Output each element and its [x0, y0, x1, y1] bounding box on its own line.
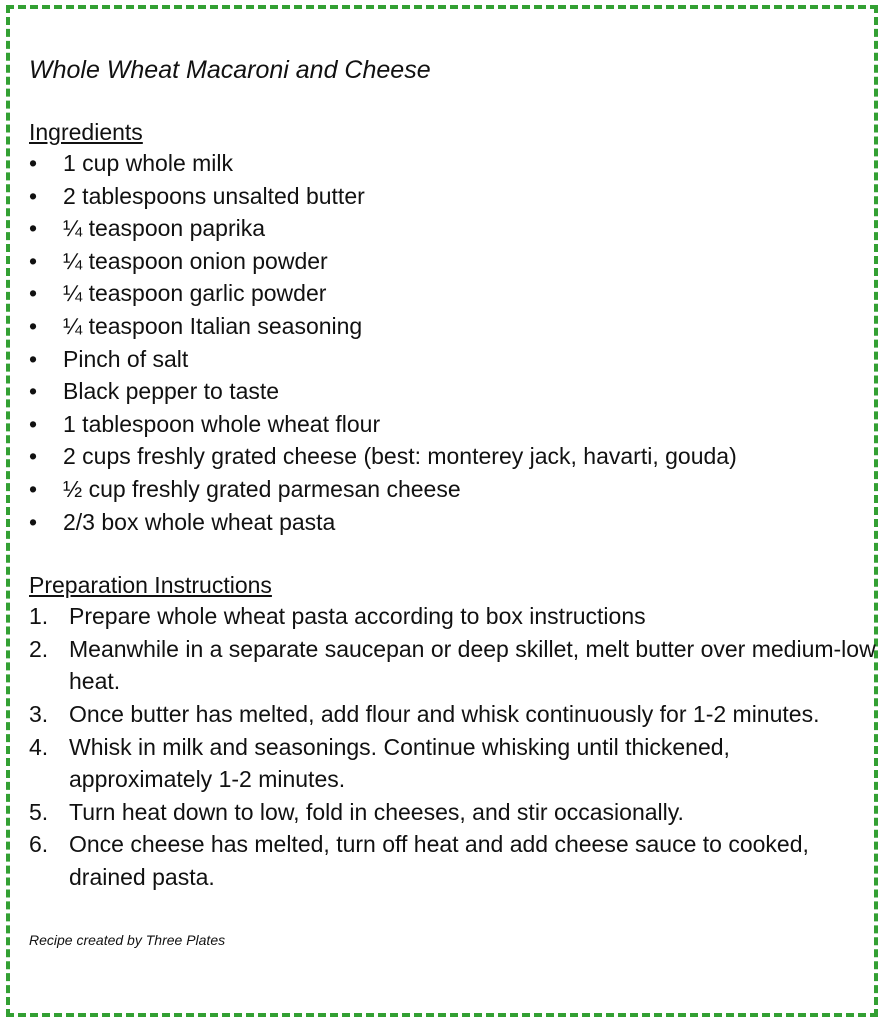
- ingredient-text: 2 tablespoons unsalted butter: [63, 182, 365, 209]
- step-text: Prepare whole wheat pasta according to box instructions: [69, 603, 646, 630]
- bullet-icon: •: [29, 443, 38, 470]
- instruction-step: [29, 698, 879, 731]
- instruction-step: [29, 633, 879, 698]
- ingredient-text: ¼ teaspoon garlic powder: [63, 280, 327, 307]
- ingredient-item: [29, 245, 879, 278]
- ingredient-item: [29, 343, 879, 376]
- ingredient-item: [29, 375, 879, 408]
- ingredient-text: Black pepper to taste: [63, 378, 280, 405]
- recipe-content: [29, 53, 879, 949]
- step-number: 3.: [29, 700, 49, 727]
- recipe-credit: Recipe created by Three Plates: [29, 932, 226, 949]
- step-number: 6.: [29, 831, 49, 858]
- ingredient-text: ¼ teaspoon onion powder: [63, 247, 328, 274]
- step-text: Once butter has melted, add flour and whisk continuously for 1-2 minutes.: [69, 700, 820, 727]
- bullet-icon: •: [29, 410, 38, 437]
- ingredients-heading: Ingredients: [29, 119, 143, 145]
- recipe-card: [6, 5, 878, 1017]
- instruction-step: [29, 731, 879, 796]
- ingredient-text: ¼ teaspoon paprika: [63, 215, 266, 242]
- recipe-title: Whole Wheat Macaroni and Cheese: [29, 56, 431, 84]
- ingredient-item: [29, 473, 879, 506]
- section-spacer: [29, 538, 879, 570]
- ingredients-list: [29, 147, 879, 538]
- step-number: 5.: [29, 798, 49, 825]
- ingredient-item: [29, 310, 879, 343]
- instructions-list: [29, 600, 879, 893]
- ingredient-item: [29, 180, 879, 213]
- bullet-icon: •: [29, 247, 38, 274]
- ingredient-item: [29, 440, 879, 473]
- step-text: Meanwhile in a separate saucepan or deep skillet, melt butter over medium-low heat.: [69, 635, 876, 695]
- ingredient-text: 1 tablespoon whole wheat flour: [63, 410, 381, 437]
- instruction-step: [29, 796, 879, 829]
- bullet-icon: •: [29, 475, 38, 502]
- step-number: 4.: [29, 733, 49, 760]
- ingredient-item: [29, 147, 879, 180]
- ingredient-item: [29, 408, 879, 441]
- step-text: Whisk in milk and seasonings. Continue whisking until thickened, approximately 1-2 minutes.: [69, 733, 730, 793]
- bullet-icon: •: [29, 312, 38, 339]
- ingredient-item: [29, 277, 879, 310]
- step-text: Turn heat down to low, fold in cheeses, and stir occasionally.: [69, 798, 684, 825]
- ingredient-item: [29, 506, 879, 539]
- bullet-icon: •: [29, 378, 38, 405]
- instruction-step: [29, 600, 879, 633]
- bullet-icon: •: [29, 508, 38, 535]
- ingredient-item: [29, 212, 879, 245]
- instructions-heading: Preparation Instructions: [29, 572, 272, 599]
- ingredient-text: 2 cups freshly grated cheese (best: monterey jack, havarti, gouda): [63, 443, 737, 470]
- ingredient-text: ½ cup freshly grated parmesan cheese: [63, 475, 461, 502]
- ingredient-text: 1 cup whole milk: [63, 150, 234, 176]
- instruction-step: [29, 828, 879, 893]
- bullet-icon: •: [29, 150, 38, 176]
- ingredient-text: Pinch of salt: [63, 345, 189, 372]
- bullet-icon: •: [29, 280, 38, 307]
- step-text: Once cheese has melted, turn off heat and add cheese sauce to cooked, drained pasta.: [69, 831, 809, 890]
- bullet-icon: •: [29, 182, 38, 209]
- step-number: 1.: [29, 603, 49, 630]
- step-number: 2.: [29, 635, 49, 662]
- bullet-icon: •: [29, 215, 38, 242]
- ingredient-text: 2/3 box whole wheat pasta: [63, 508, 336, 535]
- ingredient-text: ¼ teaspoon Italian seasoning: [63, 312, 363, 339]
- bullet-icon: •: [29, 345, 38, 372]
